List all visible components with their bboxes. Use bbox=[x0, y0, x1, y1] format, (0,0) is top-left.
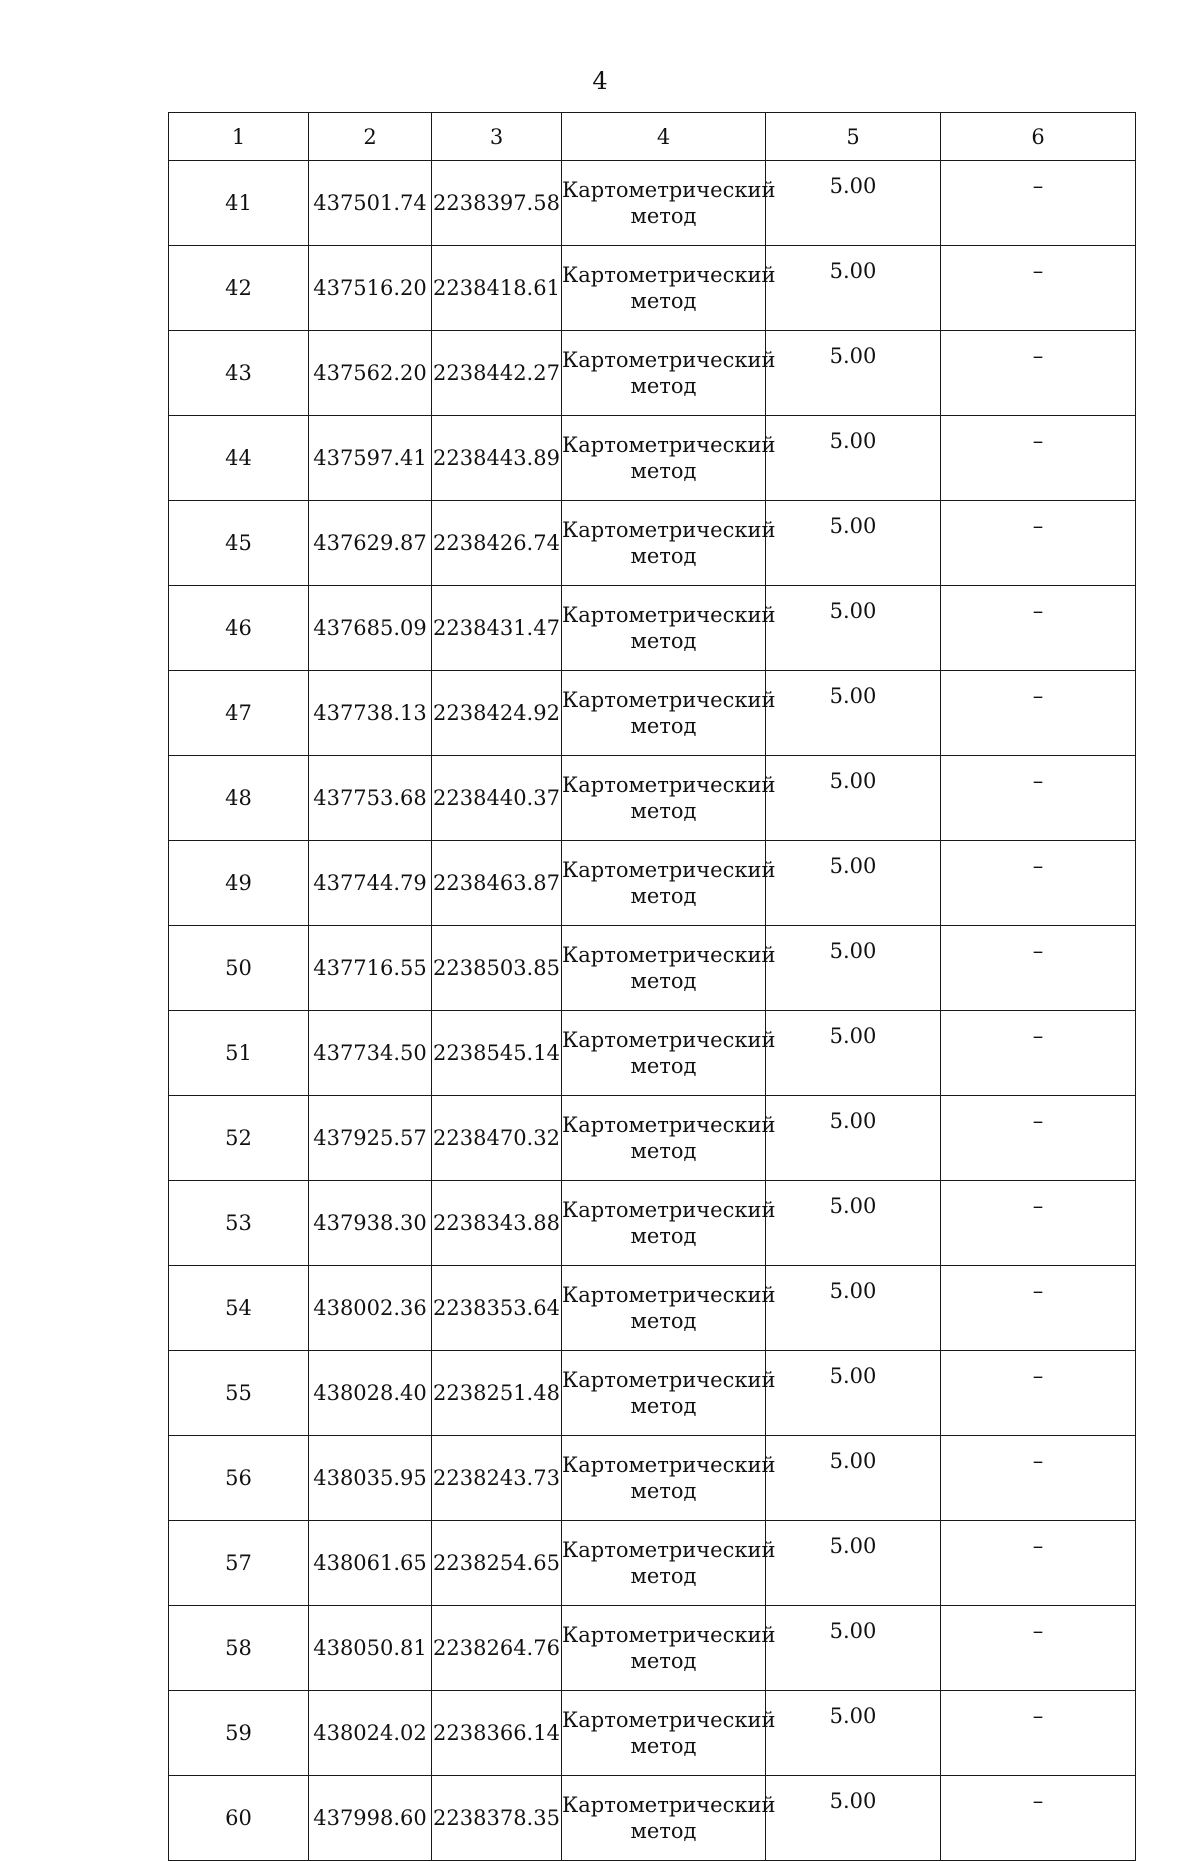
note-cell: – bbox=[941, 416, 1136, 501]
point-number-cell: 44 bbox=[169, 416, 309, 501]
header-cell: 1 bbox=[169, 113, 309, 161]
method-line-1: Картометрический bbox=[562, 263, 776, 287]
y-coordinate-cell: 2238418.61 bbox=[432, 246, 562, 331]
point-number-cell: 58 bbox=[169, 1606, 309, 1691]
note-cell: – bbox=[941, 501, 1136, 586]
method-cell bbox=[562, 1691, 776, 1776]
point-number-cell: 42 bbox=[169, 246, 309, 331]
note-cell: – bbox=[941, 1436, 1136, 1521]
table-row bbox=[169, 841, 1136, 926]
method-line-1: Картометрический bbox=[562, 858, 776, 882]
x-coordinate-cell: 437629.87 bbox=[309, 501, 432, 586]
table-body bbox=[169, 113, 1136, 1861]
accuracy-cell: 5.00 bbox=[766, 161, 941, 246]
table-row bbox=[169, 161, 1136, 246]
note-cell: – bbox=[941, 331, 1136, 416]
header-cell: 3 bbox=[432, 113, 562, 161]
note-cell: – bbox=[941, 1521, 1136, 1606]
accuracy-cell: 5.00 bbox=[766, 756, 941, 841]
table-row bbox=[169, 926, 1136, 1011]
y-coordinate-cell: 2238397.58 bbox=[432, 161, 562, 246]
method-line-1: Картометрический bbox=[562, 1538, 776, 1562]
y-coordinate-cell: 2238443.89 bbox=[432, 416, 562, 501]
table-row bbox=[169, 1776, 1136, 1861]
method-line-2: метод bbox=[630, 629, 697, 653]
method-cell bbox=[562, 416, 776, 501]
y-coordinate-cell: 2238251.48 bbox=[432, 1351, 562, 1436]
x-coordinate-cell: 437516.20 bbox=[309, 246, 432, 331]
point-number-cell: 50 bbox=[169, 926, 309, 1011]
accuracy-cell: 5.00 bbox=[766, 501, 941, 586]
accuracy-cell: 5.00 bbox=[766, 926, 941, 1011]
x-coordinate-cell: 437744.79 bbox=[309, 841, 432, 926]
method-line-2: метод bbox=[630, 969, 697, 993]
method-line-1: Картометрический bbox=[562, 1113, 776, 1137]
method-line-1: Картометрический bbox=[562, 348, 776, 372]
y-coordinate-cell: 2238353.64 bbox=[432, 1266, 562, 1351]
method-cell bbox=[562, 331, 776, 416]
x-coordinate-cell: 437738.13 bbox=[309, 671, 432, 756]
page-number: 4 bbox=[592, 67, 608, 95]
method-line-1: Картометрический bbox=[562, 1368, 776, 1392]
method-line-2: метод bbox=[630, 714, 697, 738]
table-row bbox=[169, 1606, 1136, 1691]
y-coordinate-cell: 2238442.27 bbox=[432, 331, 562, 416]
point-number-cell: 41 bbox=[169, 161, 309, 246]
accuracy-cell: 5.00 bbox=[766, 1691, 941, 1776]
method-line-1: Картометрический bbox=[562, 1708, 776, 1732]
table-row bbox=[169, 416, 1136, 501]
method-line-1: Картометрический bbox=[562, 1283, 776, 1307]
x-coordinate-cell: 438035.95 bbox=[309, 1436, 432, 1521]
x-coordinate-cell: 437998.60 bbox=[309, 1776, 432, 1861]
accuracy-cell: 5.00 bbox=[766, 246, 941, 331]
accuracy-cell: 5.00 bbox=[766, 1011, 941, 1096]
method-line-2: метод bbox=[630, 1734, 697, 1758]
method-line-1: Картометрический bbox=[562, 178, 776, 202]
y-coordinate-cell: 2238264.76 bbox=[432, 1606, 562, 1691]
method-line-1: Картометрический bbox=[562, 1028, 776, 1052]
note-cell: – bbox=[941, 1011, 1136, 1096]
table-row bbox=[169, 1351, 1136, 1436]
point-number-cell: 56 bbox=[169, 1436, 309, 1521]
point-number-cell: 54 bbox=[169, 1266, 309, 1351]
x-coordinate-cell: 437685.09 bbox=[309, 586, 432, 671]
x-coordinate-cell: 438002.36 bbox=[309, 1266, 432, 1351]
accuracy-cell: 5.00 bbox=[766, 1351, 941, 1436]
x-coordinate-cell: 437562.20 bbox=[309, 331, 432, 416]
accuracy-cell: 5.00 bbox=[766, 586, 941, 671]
header-cell: 5 bbox=[766, 113, 941, 161]
note-cell: – bbox=[941, 1606, 1136, 1691]
point-number-cell: 53 bbox=[169, 1181, 309, 1266]
method-line-2: метод bbox=[630, 1564, 697, 1588]
table-header-row bbox=[169, 113, 1136, 161]
point-number-cell: 59 bbox=[169, 1691, 309, 1776]
header-cell: 6 bbox=[941, 113, 1136, 161]
point-number-cell: 47 bbox=[169, 671, 309, 756]
method-cell bbox=[562, 1266, 776, 1351]
method-cell bbox=[562, 1181, 776, 1266]
method-line-2: метод bbox=[630, 1819, 697, 1843]
accuracy-cell: 5.00 bbox=[766, 1266, 941, 1351]
note-cell: – bbox=[941, 246, 1136, 331]
point-number-cell: 51 bbox=[169, 1011, 309, 1096]
header-cell: 2 bbox=[309, 113, 432, 161]
table-row bbox=[169, 1096, 1136, 1181]
x-coordinate-cell: 437734.50 bbox=[309, 1011, 432, 1096]
table-row bbox=[169, 1521, 1136, 1606]
y-coordinate-cell: 2238470.32 bbox=[432, 1096, 562, 1181]
x-coordinate-cell: 437925.57 bbox=[309, 1096, 432, 1181]
method-line-2: метод bbox=[630, 204, 697, 228]
y-coordinate-cell: 2238254.65 bbox=[432, 1521, 562, 1606]
x-coordinate-cell: 438024.02 bbox=[309, 1691, 432, 1776]
y-coordinate-cell: 2238431.47 bbox=[432, 586, 562, 671]
method-line-1: Картометрический bbox=[562, 688, 776, 712]
method-line-2: метод bbox=[630, 1649, 697, 1673]
x-coordinate-cell: 437716.55 bbox=[309, 926, 432, 1011]
note-cell: – bbox=[941, 756, 1136, 841]
y-coordinate-cell: 2238243.73 bbox=[432, 1436, 562, 1521]
method-line-2: метод bbox=[630, 289, 697, 313]
accuracy-cell: 5.00 bbox=[766, 841, 941, 926]
y-coordinate-cell: 2238366.14 bbox=[432, 1691, 562, 1776]
y-coordinate-cell: 2238424.92 bbox=[432, 671, 562, 756]
point-number-cell: 57 bbox=[169, 1521, 309, 1606]
x-coordinate-cell: 437597.41 bbox=[309, 416, 432, 501]
x-coordinate-cell: 438050.81 bbox=[309, 1606, 432, 1691]
accuracy-cell: 5.00 bbox=[766, 331, 941, 416]
table-row bbox=[169, 586, 1136, 671]
accuracy-cell: 5.00 bbox=[766, 1096, 941, 1181]
point-number-cell: 43 bbox=[169, 331, 309, 416]
method-line-2: метод bbox=[630, 1139, 697, 1163]
x-coordinate-cell: 437938.30 bbox=[309, 1181, 432, 1266]
table-row bbox=[169, 1011, 1136, 1096]
accuracy-cell: 5.00 bbox=[766, 671, 941, 756]
table-row bbox=[169, 1436, 1136, 1521]
method-cell bbox=[562, 1096, 776, 1181]
table-row bbox=[169, 1266, 1136, 1351]
x-coordinate-cell: 438028.40 bbox=[309, 1351, 432, 1436]
method-line-1: Картометрический bbox=[562, 1793, 776, 1817]
table-row bbox=[169, 756, 1136, 841]
note-cell: – bbox=[941, 841, 1136, 926]
method-line-1: Картометрический bbox=[562, 943, 776, 967]
method-cell bbox=[562, 926, 776, 1011]
point-number-cell: 49 bbox=[169, 841, 309, 926]
method-cell bbox=[562, 841, 776, 926]
method-cell bbox=[562, 1606, 776, 1691]
method-line-2: метод bbox=[630, 1054, 697, 1078]
y-coordinate-cell: 2238426.74 bbox=[432, 501, 562, 586]
point-number-cell: 60 bbox=[169, 1776, 309, 1861]
method-line-1: Картометрический bbox=[562, 1198, 776, 1222]
header-cell: 4 bbox=[562, 113, 766, 161]
method-line-2: метод bbox=[630, 544, 697, 568]
y-coordinate-cell: 2238463.87 bbox=[432, 841, 562, 926]
point-number-cell: 45 bbox=[169, 501, 309, 586]
note-cell: – bbox=[941, 1096, 1136, 1181]
method-line-1: Картометрический bbox=[562, 518, 776, 542]
method-line-1: Картометрический bbox=[562, 1623, 776, 1647]
x-coordinate-cell: 438061.65 bbox=[309, 1521, 432, 1606]
method-cell bbox=[562, 161, 776, 246]
y-coordinate-cell: 2238503.85 bbox=[432, 926, 562, 1011]
note-cell: – bbox=[941, 161, 1136, 246]
method-line-1: Картометрический bbox=[562, 1453, 776, 1477]
point-number-cell: 48 bbox=[169, 756, 309, 841]
table-row bbox=[169, 1691, 1136, 1776]
method-cell bbox=[562, 756, 776, 841]
method-line-2: метод bbox=[630, 459, 697, 483]
note-cell: – bbox=[941, 1691, 1136, 1776]
method-line-2: метод bbox=[630, 1224, 697, 1248]
table-row bbox=[169, 331, 1136, 416]
note-cell: – bbox=[941, 1776, 1136, 1861]
method-cell bbox=[562, 586, 776, 671]
method-cell bbox=[562, 671, 776, 756]
table-row bbox=[169, 671, 1136, 756]
point-number-cell: 52 bbox=[169, 1096, 309, 1181]
x-coordinate-cell: 437753.68 bbox=[309, 756, 432, 841]
table-row bbox=[169, 501, 1136, 586]
table-row bbox=[169, 246, 1136, 331]
method-line-1: Картометрический bbox=[562, 773, 776, 797]
accuracy-cell: 5.00 bbox=[766, 1181, 941, 1266]
coordinates-table-wrapper bbox=[168, 112, 1135, 1861]
x-coordinate-cell: 437501.74 bbox=[309, 161, 432, 246]
method-line-2: метод bbox=[630, 1479, 697, 1503]
table-row bbox=[169, 1181, 1136, 1266]
note-cell: – bbox=[941, 1351, 1136, 1436]
accuracy-cell: 5.00 bbox=[766, 416, 941, 501]
note-cell: – bbox=[941, 586, 1136, 671]
accuracy-cell: 5.00 bbox=[766, 1521, 941, 1606]
method-line-2: метод bbox=[630, 1309, 697, 1333]
y-coordinate-cell: 2238378.35 bbox=[432, 1776, 562, 1861]
coordinates-table bbox=[168, 112, 1136, 1861]
method-line-1: Картометрический bbox=[562, 603, 776, 627]
point-number-cell: 46 bbox=[169, 586, 309, 671]
accuracy-cell: 5.00 bbox=[766, 1776, 941, 1861]
y-coordinate-cell: 2238343.88 bbox=[432, 1181, 562, 1266]
note-cell: – bbox=[941, 1181, 1136, 1266]
method-cell bbox=[562, 1436, 776, 1521]
accuracy-cell: 5.00 bbox=[766, 1436, 941, 1521]
note-cell: – bbox=[941, 671, 1136, 756]
method-line-2: метод bbox=[630, 374, 697, 398]
method-cell bbox=[562, 1776, 776, 1861]
method-cell bbox=[562, 501, 776, 586]
method-cell bbox=[562, 246, 776, 331]
point-number-cell: 55 bbox=[169, 1351, 309, 1436]
note-cell: – bbox=[941, 1266, 1136, 1351]
accuracy-cell: 5.00 bbox=[766, 1606, 941, 1691]
method-cell bbox=[562, 1521, 776, 1606]
method-line-1: Картометрический bbox=[562, 433, 776, 457]
method-cell bbox=[562, 1011, 776, 1096]
y-coordinate-cell: 2238440.37 bbox=[432, 756, 562, 841]
method-line-2: метод bbox=[630, 1394, 697, 1418]
method-line-2: метод bbox=[630, 884, 697, 908]
y-coordinate-cell: 2238545.14 bbox=[432, 1011, 562, 1096]
method-line-2: метод bbox=[630, 799, 697, 823]
note-cell: – bbox=[941, 926, 1136, 1011]
method-cell bbox=[562, 1351, 776, 1436]
